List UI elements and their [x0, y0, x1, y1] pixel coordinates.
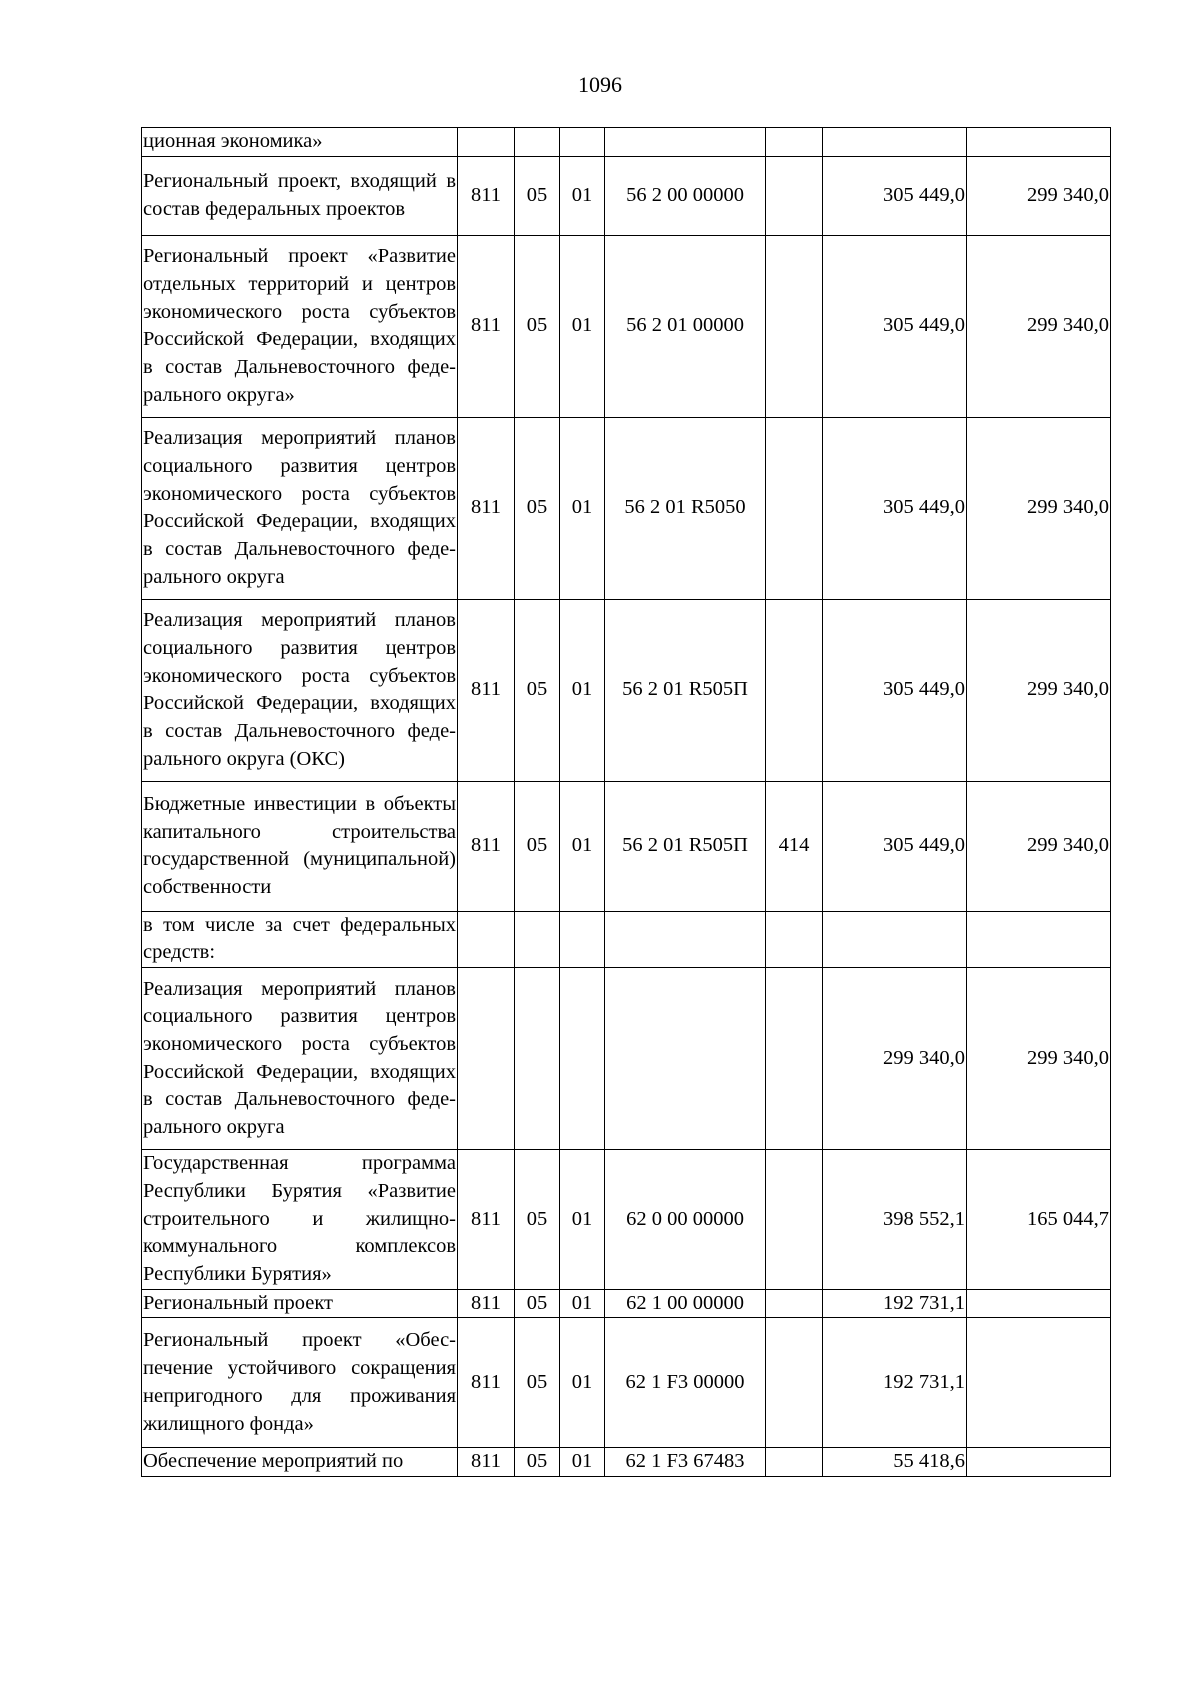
row-description: Реализация мероприятий планов социального развития центров экономического роста субъектов Российской Федерации, входящих в состав Дальневосточного федерального округа	[142, 417, 458, 599]
table-body	[142, 128, 1111, 1477]
row-target-item-code: 56 2 01 R5050	[605, 417, 766, 599]
row-ministry-code: 811	[458, 1150, 515, 1290]
row-description: ционная экономика»	[142, 128, 458, 157]
row-description: Реализация мероприятий планов социального развития центров экономического роста субъектов Российской Федерации, входящих в состав Дальневосточного федерального округа (ОКС)	[142, 599, 458, 781]
row-amount-year-1: 305 449,0	[823, 599, 967, 781]
row-section-code: 05	[515, 235, 560, 417]
row-expense-type-code	[766, 1448, 823, 1477]
row-expense-type-code	[766, 1150, 823, 1290]
row-ministry-code: 811	[458, 1318, 515, 1448]
row-subsection-code	[560, 128, 605, 157]
row-amount-year-1	[823, 128, 967, 157]
row-subsection-code: 01	[560, 1150, 605, 1290]
row-expense-type-code	[766, 235, 823, 417]
row-subsection-code: 01	[560, 156, 605, 235]
row-description: Бюджетные инвестиции в объекты капитального строительства государственной (муниципальной) собственности	[142, 781, 458, 911]
row-target-item-code: 56 2 01 R505П	[605, 781, 766, 911]
row-amount-year-2: 299 340,0	[967, 235, 1111, 417]
row-target-item-code: 62 1 F3 67483	[605, 1448, 766, 1477]
row-section-code	[515, 911, 560, 967]
row-ministry-code	[458, 128, 515, 157]
row-description: Государственная программа Республики Бурятия «Развитие строительного и жилищно-коммунального комплексов Республики Бурятия»	[142, 1150, 458, 1290]
row-section-code: 05	[515, 156, 560, 235]
row-amount-year-1: 305 449,0	[823, 781, 967, 911]
row-amount-year-1: 398 552,1	[823, 1150, 967, 1290]
row-subsection-code: 01	[560, 235, 605, 417]
row-amount-year-1: 305 449,0	[823, 417, 967, 599]
table-row	[142, 781, 1111, 911]
row-ministry-code	[458, 911, 515, 967]
row-section-code	[515, 968, 560, 1150]
table-row	[142, 1448, 1111, 1477]
row-ministry-code	[458, 968, 515, 1150]
row-amount-year-1	[823, 911, 967, 967]
row-amount-year-2	[967, 128, 1111, 157]
row-expense-type-code	[766, 911, 823, 967]
row-amount-year-2: 165 044,7	[967, 1150, 1111, 1290]
row-description: в том числе за счет федеральных средств:	[142, 911, 458, 967]
row-section-code: 05	[515, 599, 560, 781]
row-expense-type-code	[766, 156, 823, 235]
row-amount-year-2	[967, 1318, 1111, 1448]
row-description: Региональный проект	[142, 1289, 458, 1318]
row-amount-year-2: 299 340,0	[967, 599, 1111, 781]
row-expense-type-code	[766, 1318, 823, 1448]
row-description: Региональный проект, входящий в состав федеральных проектов	[142, 156, 458, 235]
row-amount-year-1: 305 449,0	[823, 156, 967, 235]
row-expense-type-code	[766, 599, 823, 781]
row-target-item-code: 56 2 01 00000	[605, 235, 766, 417]
row-subsection-code: 01	[560, 1318, 605, 1448]
row-ministry-code: 811	[458, 1448, 515, 1477]
row-amount-year-1: 55 418,6	[823, 1448, 967, 1477]
row-ministry-code: 811	[458, 599, 515, 781]
table-row	[142, 911, 1111, 967]
row-description: Реализация мероприятий планов социального развития центров экономического роста субъектов Российской Федерации, входящих в состав Дальневосточного федерального округа	[142, 968, 458, 1150]
table-row	[142, 599, 1111, 781]
page-number: 1096	[578, 72, 622, 97]
row-expense-type-code	[766, 968, 823, 1150]
row-expense-type-code	[766, 1289, 823, 1318]
table-row	[142, 128, 1111, 157]
row-amount-year-2: 299 340,0	[967, 968, 1111, 1150]
row-ministry-code: 811	[458, 417, 515, 599]
row-target-item-code: 62 1 00 00000	[605, 1289, 766, 1318]
row-amount-year-1: 305 449,0	[823, 235, 967, 417]
row-subsection-code: 01	[560, 417, 605, 599]
row-expense-type-code	[766, 417, 823, 599]
row-section-code: 05	[515, 781, 560, 911]
row-subsection-code: 01	[560, 781, 605, 911]
row-ministry-code: 811	[458, 235, 515, 417]
row-description: Региональный проект «Обеспечение устойчивого сокращения непригодного для проживания жилищного фонда»	[142, 1318, 458, 1448]
row-expense-type-code	[766, 128, 823, 157]
table-row	[142, 1289, 1111, 1318]
table-row	[142, 235, 1111, 417]
row-target-item-code: 62 1 F3 00000	[605, 1318, 766, 1448]
row-section-code: 05	[515, 1448, 560, 1477]
row-target-item-code	[605, 128, 766, 157]
row-amount-year-1: 299 340,0	[823, 968, 967, 1150]
row-amount-year-1: 192 731,1	[823, 1289, 967, 1318]
row-subsection-code: 01	[560, 599, 605, 781]
row-subsection-code: 01	[560, 1289, 605, 1318]
row-expense-type-code: 414	[766, 781, 823, 911]
row-amount-year-2	[967, 1289, 1111, 1318]
row-section-code: 05	[515, 1150, 560, 1290]
table-row	[142, 417, 1111, 599]
row-amount-year-2	[967, 911, 1111, 967]
row-target-item-code	[605, 911, 766, 967]
row-description: Обеспечение мероприятий по	[142, 1448, 458, 1477]
row-amount-year-1: 192 731,1	[823, 1318, 967, 1448]
row-target-item-code	[605, 968, 766, 1150]
row-target-item-code: 56 2 01 R505П	[605, 599, 766, 781]
row-target-item-code: 62 0 00 00000	[605, 1150, 766, 1290]
row-description: Региональный проект «Развитие отдельных территорий и центров экономического роста субъектов Российской Федерации, входящих в состав Дальневосточного федерального округа»	[142, 235, 458, 417]
table-row	[142, 156, 1111, 235]
table-row	[142, 968, 1111, 1150]
row-ministry-code: 811	[458, 156, 515, 235]
row-section-code: 05	[515, 417, 560, 599]
row-subsection-code: 01	[560, 1448, 605, 1477]
row-section-code: 05	[515, 1289, 560, 1318]
row-ministry-code: 811	[458, 781, 515, 911]
row-ministry-code: 811	[458, 1289, 515, 1318]
row-section-code	[515, 128, 560, 157]
row-amount-year-2	[967, 1448, 1111, 1477]
row-amount-year-2: 299 340,0	[967, 156, 1111, 235]
row-amount-year-2: 299 340,0	[967, 781, 1111, 911]
row-section-code: 05	[515, 1318, 560, 1448]
table-row	[142, 1150, 1111, 1290]
budget-table	[141, 127, 1111, 1477]
row-subsection-code	[560, 911, 605, 967]
row-subsection-code	[560, 968, 605, 1150]
row-target-item-code: 56 2 00 00000	[605, 156, 766, 235]
row-amount-year-2: 299 340,0	[967, 417, 1111, 599]
table-row	[142, 1318, 1111, 1448]
